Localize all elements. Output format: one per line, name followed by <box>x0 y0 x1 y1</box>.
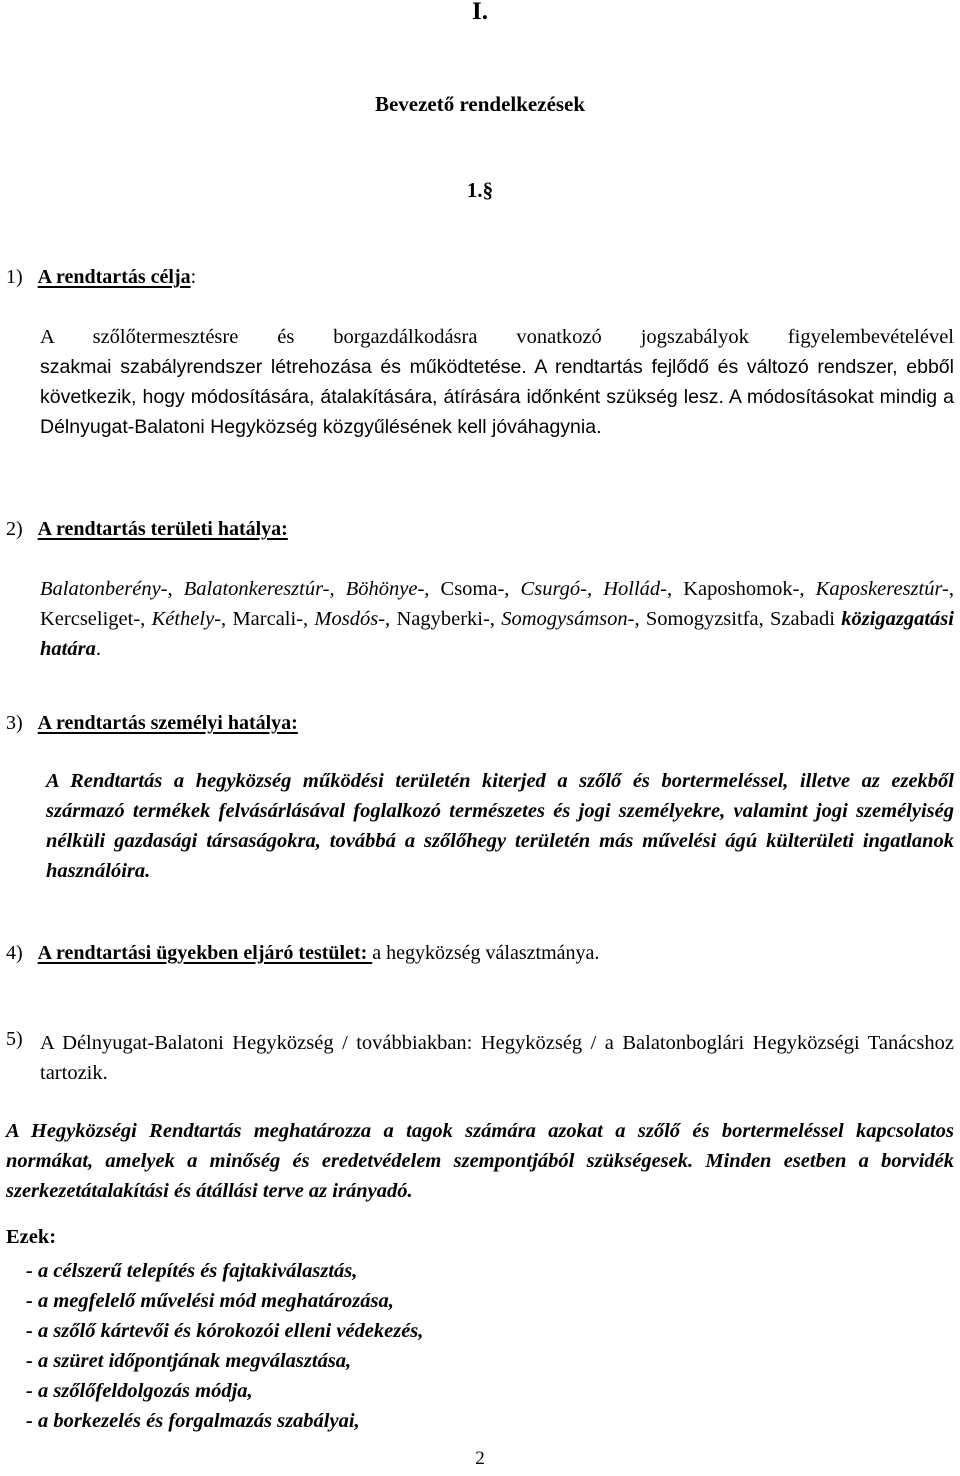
list-item: - a célszerű telepítés és fajtakiválasztás, <box>26 1260 358 1282</box>
town: Kaposkeresztúr- <box>815 578 949 600</box>
section-2-title: A rendtartás területi hatálya: <box>37 518 288 540</box>
page-number: 2 <box>475 1448 485 1469</box>
town: Csurgó-, <box>520 578 604 600</box>
section-2-towns <box>40 574 954 664</box>
section-1-body: szakmai szabályrendszer létrehozása és működtetése. A rendtartás fejlődő és változó rendszer, ebből következik, hogy módosítására, átalakítására, átírására időnként szükség lesz. A módosításokat mindig a Délnyugat-Balatoni Hegyközség közgyűlésének kell jóváhagynia. <box>40 356 954 438</box>
town: Hollád- <box>603 578 668 600</box>
list-item: - a borkezelés és forgalmazás szabályai, <box>26 1410 360 1432</box>
section-4-text: a hegyközség választmánya. <box>372 942 600 964</box>
section-4-number: 4) <box>6 942 23 964</box>
section-2-tail-dot: . <box>95 638 101 660</box>
list-item: - a szüret időpontjának megválasztása, <box>26 1350 352 1372</box>
section-1-heading <box>6 266 196 289</box>
section-1-line-1: A szőlőtermesztésre és borgazdálkodásra vonatkozó jogszabályok figyelembevételével <box>40 326 954 348</box>
section-4-title: A rendtartási ügyekben eljáró testület: <box>37 942 373 964</box>
town: , Nagyberki-, <box>385 608 502 630</box>
section-2-tail: közigazgatási határa <box>40 608 954 660</box>
requirements-list <box>26 1256 423 1436</box>
list-item: - a szőlőfeldolgozás módja, <box>26 1380 253 1402</box>
section-3-heading <box>6 712 298 735</box>
section-number: 1.§ <box>466 178 494 202</box>
town: Kéthely- <box>151 608 222 630</box>
list-label: Ezek: <box>6 1226 57 1248</box>
town: Somogysámson- <box>501 608 635 630</box>
list-item: - a megfelelő művelési mód meghatározása, <box>26 1290 394 1312</box>
section-2-heading <box>6 518 288 541</box>
town: , Kaposhomok-, <box>667 578 816 600</box>
town: , Somogyzsitfa, Szabadi <box>634 608 842 630</box>
section-3-body: A Rendtartás a hegyközség működési területén kiterjed a szőlő és bortermeléssel, illetve az ezekből származó termékek felvásárlásával foglalkozó természetes és jogi személyekre, valamint jogi személyiség nélküli gazdasági társaságokra, továbbá a szőlőhegy területén más művelési ágú külterületi ingatlanok használóira. <box>46 770 954 882</box>
town: , Marcali-, <box>221 608 315 630</box>
section-1-colon: : <box>190 266 197 288</box>
section-3-number: 3) <box>6 712 23 734</box>
town: Böhönye-, <box>345 578 441 600</box>
section-5-text: A Délnyugat-Balatoni Hegyközség / továbbiakban: Hegyközség / a Balatonboglári Hegyközségi Tanácshoz tartozik. <box>40 1032 954 1084</box>
section-4 <box>6 942 599 965</box>
chapter-title: Bevezető rendelkezések <box>374 92 586 116</box>
section-5-number: 5) <box>6 1028 23 1050</box>
town: Mosdós- <box>314 608 386 630</box>
list-item: - a szőlő kártevői és kórokozói elleni védekezés, <box>26 1320 424 1342</box>
section-5 <box>6 1028 954 1088</box>
section-2-number: 2) <box>6 518 23 540</box>
town: Csoma-, <box>440 578 521 600</box>
chapter-number: I. <box>472 0 488 25</box>
town: , Kercseliget-, <box>40 578 954 630</box>
section-1-number: 1) <box>6 266 23 288</box>
town: Balatonberény-, <box>40 578 184 600</box>
section-3-title: A rendtartás személyi hatálya: <box>37 712 298 734</box>
town: Balatonkeresztúr-, <box>183 578 346 600</box>
section-1-title: A rendtartás célja <box>37 266 191 288</box>
summary-paragraph: A Hegyközségi Rendtartás meghatározza a tagok számára azokat a szőlő és bortermeléssel kapcsolatos normákat, amelyek a minőség és eredetvédelem szempontjából szükségesek. Minden esetben a borvidék szerkezetátalakítási és átállási terve az irányadó. <box>6 1120 954 1202</box>
